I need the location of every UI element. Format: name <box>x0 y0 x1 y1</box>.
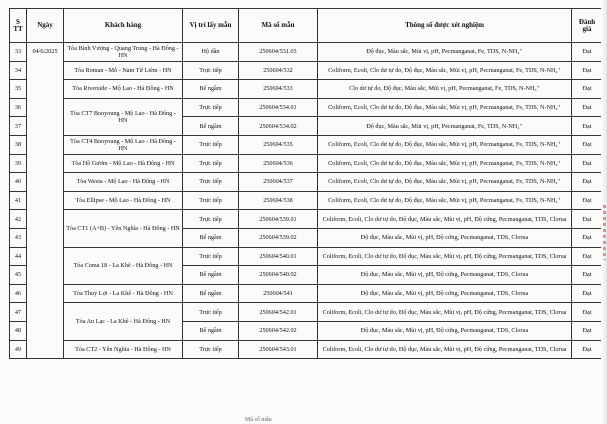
cell-parameters: Coliform, Ecoli, Clo dư tự do, Độ đục, Màu sắc, Mùi vị, pH, Pecmanganat, Fe, TDS, N-NH₄⁺ <box>318 191 572 210</box>
cell-parameters: Coliform, Ecoli, Clo dư tự do, Độ đục, Màu sắc, Mùi vị, pH, Pecmanganat, Fe, TDS, N-NH₄⁺ <box>318 61 572 80</box>
cell-parameters: Độ đục, Màu sắc, Mùi vị, pH, Pecmanganat, Fe, TDS, N-NH₄⁺ <box>318 117 572 136</box>
cell-customer: Tòa CT2 - Yên Nghĩa - Hà Đông - HN <box>64 340 183 359</box>
cell-location: Trực tiếp <box>183 98 239 117</box>
cell-evaluation: Đạt <box>572 266 603 285</box>
cell-evaluation: Đạt <box>572 228 603 247</box>
cell-stt: 48 <box>10 321 27 340</box>
table-row <box>10 191 603 210</box>
cell-stt: 39 <box>10 154 27 173</box>
cell-stt: 35 <box>10 80 27 99</box>
cell-customer: Tòa Roman - Mỗ - Nam Từ Liêm - HN <box>64 61 183 80</box>
cell-customer: Tòa Hồ Gươm - Mộ Lao - Hà Đông - HN <box>64 154 183 173</box>
cell-parameters: Độ đục, Màu sắc, Mùi vị, pH, Độ cứng, Pecmanganat, TDS, Clorua <box>318 228 572 247</box>
cell-sample-code: 250604/534.02 <box>239 117 318 136</box>
header-parameters: Thông số được xét nghiệm <box>318 9 572 43</box>
cell-customer: Tòa Riverside - Mộ Lao - Hà Đông - HN <box>64 80 183 99</box>
cell-stt: 38 <box>10 135 27 154</box>
cell-parameters: Coliform, Ecoli, Clo dư tự do, Độ đục, Màu sắc, Mùi vị, pH, Độ cứng, Pecmanganat, TDS, Clorua <box>318 247 572 266</box>
table-row <box>10 303 603 322</box>
cell-stt: 45 <box>10 266 27 285</box>
cell-stt: 44 <box>10 247 27 266</box>
cell-parameters: Coliform, Ecoli, Clo dư tự do, Độ đục, Màu sắc, Mùi vị, pH, Pecmanganat, Fe, TDS, N-NH₄⁺ <box>318 154 572 173</box>
cell-location: Trực tiếp <box>183 303 239 322</box>
cell-location: Bể ngầm <box>183 284 239 303</box>
cell-parameters: Coliform, Ecoli, Clo dư tự do, Độ đục, Màu sắc, Mùi vị, pH, Pecmanganat, Fe, TDS, N-NH₄⁺ <box>318 173 572 192</box>
cell-parameters: Độ đục, Màu sắc, Mùi vị, pH, Độ cứng, Pecmanganat, TDS, Clorua <box>318 321 572 340</box>
cell-location: Bể ngầm <box>183 228 239 247</box>
cell-customer: Tòa CT4 Booyoung - Mộ Lao - Hà Đông - HN <box>64 135 183 154</box>
cell-sample-code: 250604/542.01 <box>239 303 318 322</box>
cell-parameters: Độ đục, Màu sắc, Mùi vị, pH, Pecmanganat, Fe, TDS, N-NH₄⁺ <box>318 43 572 62</box>
cell-location: Bể ngầm <box>183 80 239 99</box>
cell-sample-code: 250604/541 <box>239 284 318 303</box>
table-row <box>10 284 603 303</box>
header-evaluation: Đánh giá <box>572 9 603 43</box>
cell-location: Trực tiếp <box>183 154 239 173</box>
cell-customer: Tòa Bình Vượng - Quang Trung - Hà Đông - HN <box>64 43 183 62</box>
cell-sample-code: 250604/534.01 <box>239 98 318 117</box>
cell-location: Bể ngầm <box>183 117 239 136</box>
cell-stt: 33 <box>10 43 27 62</box>
cell-parameters: Coliform, Ecoli, Clo dư tự do, Độ đục, Màu sắc, Mùi vị, pH, Độ cứng, Pecmanganat, TDS, Clorua <box>318 210 572 229</box>
cell-location: Hộ dân <box>183 43 239 62</box>
page-footer-text: Mã số mẫu <box>245 417 272 423</box>
cell-sample-code: 250604/536 <box>239 154 318 173</box>
cell-evaluation: Đạt <box>572 173 603 192</box>
cell-evaluation: Đạt <box>572 43 603 62</box>
cell-evaluation: Đạt <box>572 247 603 266</box>
header-location: Vị trí lấy mẫu <box>183 9 239 43</box>
cell-evaluation: Đạt <box>572 61 603 80</box>
cell-sample-code: 250604/540.02 <box>239 266 318 285</box>
table-row <box>10 135 603 154</box>
cell-stt: 40 <box>10 173 27 192</box>
cell-evaluation: Đạt <box>572 321 603 340</box>
table-row <box>10 61 603 80</box>
cell-stt: 49 <box>10 340 27 359</box>
cell-customer: Tòa CT7 Booyoung - Mộ Lao - Hà Đông - HN <box>64 98 183 135</box>
cell-parameters: Coliform, Ecoli, Clo dư tự do, Độ đục, Màu sắc, Mùi vị, pH, Độ cứng, Pecmanganat, TDS, Clorua <box>318 303 572 322</box>
cell-parameters: Coliform, Ecoli, Clo dư tự do, Độ đục, Màu sắc, Mùi vị, pH, Pecmanganat, Fe, TDS, N-NH₄⁺ <box>318 135 572 154</box>
cell-stt: 41 <box>10 191 27 210</box>
cell-customer: Tòa Westa - Mộ Lao - Hà Đông - HN <box>64 173 183 192</box>
cell-location: Bể ngầm <box>183 266 239 285</box>
test-results-table <box>9 8 603 359</box>
cell-sample-code: 250604/531.03 <box>239 43 318 62</box>
cell-date: 04/6/2025 <box>27 43 64 359</box>
table-row <box>10 80 603 99</box>
cell-location: Trực tiếp <box>183 340 239 359</box>
cell-parameters: Clo dư tự do, Độ đục, Màu sắc, Mùi vị, pH, Pecmanganat, Fe, TDS, N-NH₄⁺ <box>318 80 572 99</box>
cell-parameters: Độ đục, Màu sắc, Mùi vị, pH, Độ cứng, Pecmanganat, TDS, Clorua <box>318 284 572 303</box>
cell-evaluation: Đạt <box>572 340 603 359</box>
header-sample-code: Mã số mẫu <box>239 9 318 43</box>
cell-parameters: Coliform, Ecoli, Clo dư tự do, Độ đục, Màu sắc, Mùi vị, pH, Pecmanganat, Fe, TDS, N-NH₄⁺ <box>318 98 572 117</box>
cell-evaluation: Đạt <box>572 284 603 303</box>
table-row <box>10 340 603 359</box>
table-row <box>10 247 603 266</box>
cell-sample-code: 250604/539.01 <box>239 210 318 229</box>
cell-parameters: Coliform, Ecoli, Clo dư tự do, Độ đục, Màu sắc, Mùi vị, pH, Độ cứng, Pecmanganat, TDS, Clorua <box>318 340 572 359</box>
table-row <box>10 98 603 117</box>
cell-evaluation: Đạt <box>572 117 603 136</box>
cell-evaluation: Đạt <box>572 303 603 322</box>
cell-location: Trực tiếp <box>183 191 239 210</box>
cell-location: Trực tiếp <box>183 247 239 266</box>
cell-evaluation: Đạt <box>572 210 603 229</box>
cell-location: Trực tiếp <box>183 61 239 80</box>
cell-sample-code: 250604/540.01 <box>239 247 318 266</box>
cell-sample-code: 250604/542.02 <box>239 321 318 340</box>
cell-parameters: Độ đục, Màu sắc, Mùi vị, pH, Độ cứng, Pecmanganat, TDS, Clorua <box>318 266 572 285</box>
cell-customer: Tòa An Lạc - La Khê - Hà Đông - HN <box>64 303 183 340</box>
cell-stt: 42 <box>10 210 27 229</box>
cell-stt: 46 <box>10 284 27 303</box>
cell-stt: 34 <box>10 61 27 80</box>
cell-stt: 36 <box>10 98 27 117</box>
cell-location: Bể ngầm <box>183 321 239 340</box>
cell-stt: 47 <box>10 303 27 322</box>
cell-sample-code: 250604/537 <box>239 173 318 192</box>
cell-sample-code: 250604/532 <box>239 61 318 80</box>
cell-location: Trực tiếp <box>183 173 239 192</box>
table-row <box>10 43 603 62</box>
header-stt: S TT <box>10 9 27 43</box>
cell-evaluation: Đạt <box>572 154 603 173</box>
cell-customer: Tòa Thuỷ Lợi - La Khê - Hà Đông - HN <box>64 284 183 303</box>
cell-evaluation: Đạt <box>572 80 603 99</box>
cell-stt: 43 <box>10 228 27 247</box>
cell-customer: Tòa Coma 18 - La Khê - Hà Đông - HN <box>64 247 183 284</box>
cell-sample-code: 250604/533 <box>239 80 318 99</box>
header-customer: Khách hàng <box>64 9 183 43</box>
stamp-edge-mark <box>603 205 606 260</box>
cell-sample-code: 250604/538 <box>239 191 318 210</box>
cell-stt: 37 <box>10 117 27 136</box>
cell-evaluation: Đạt <box>572 98 603 117</box>
cell-sample-code: 250604/543.01 <box>239 340 318 359</box>
header-row <box>10 9 603 43</box>
cell-location: Trực tiếp <box>183 210 239 229</box>
cell-customer: Tòa Ellipse - Mộ Lao - Hà Đông - HN <box>64 191 183 210</box>
cell-customer: Tòa CT1 (A+B) - Yên Nghĩa - Hà Đông - HN <box>64 210 183 247</box>
header-date: Ngày <box>27 9 64 43</box>
cell-location: Trực tiếp <box>183 135 239 154</box>
table-row <box>10 173 603 192</box>
cell-sample-code: 250604/539.02 <box>239 228 318 247</box>
cell-evaluation: Đạt <box>572 135 603 154</box>
cell-evaluation: Đạt <box>572 191 603 210</box>
cell-sample-code: 250604/535 <box>239 135 318 154</box>
table-row <box>10 154 603 173</box>
table-row <box>10 210 603 229</box>
